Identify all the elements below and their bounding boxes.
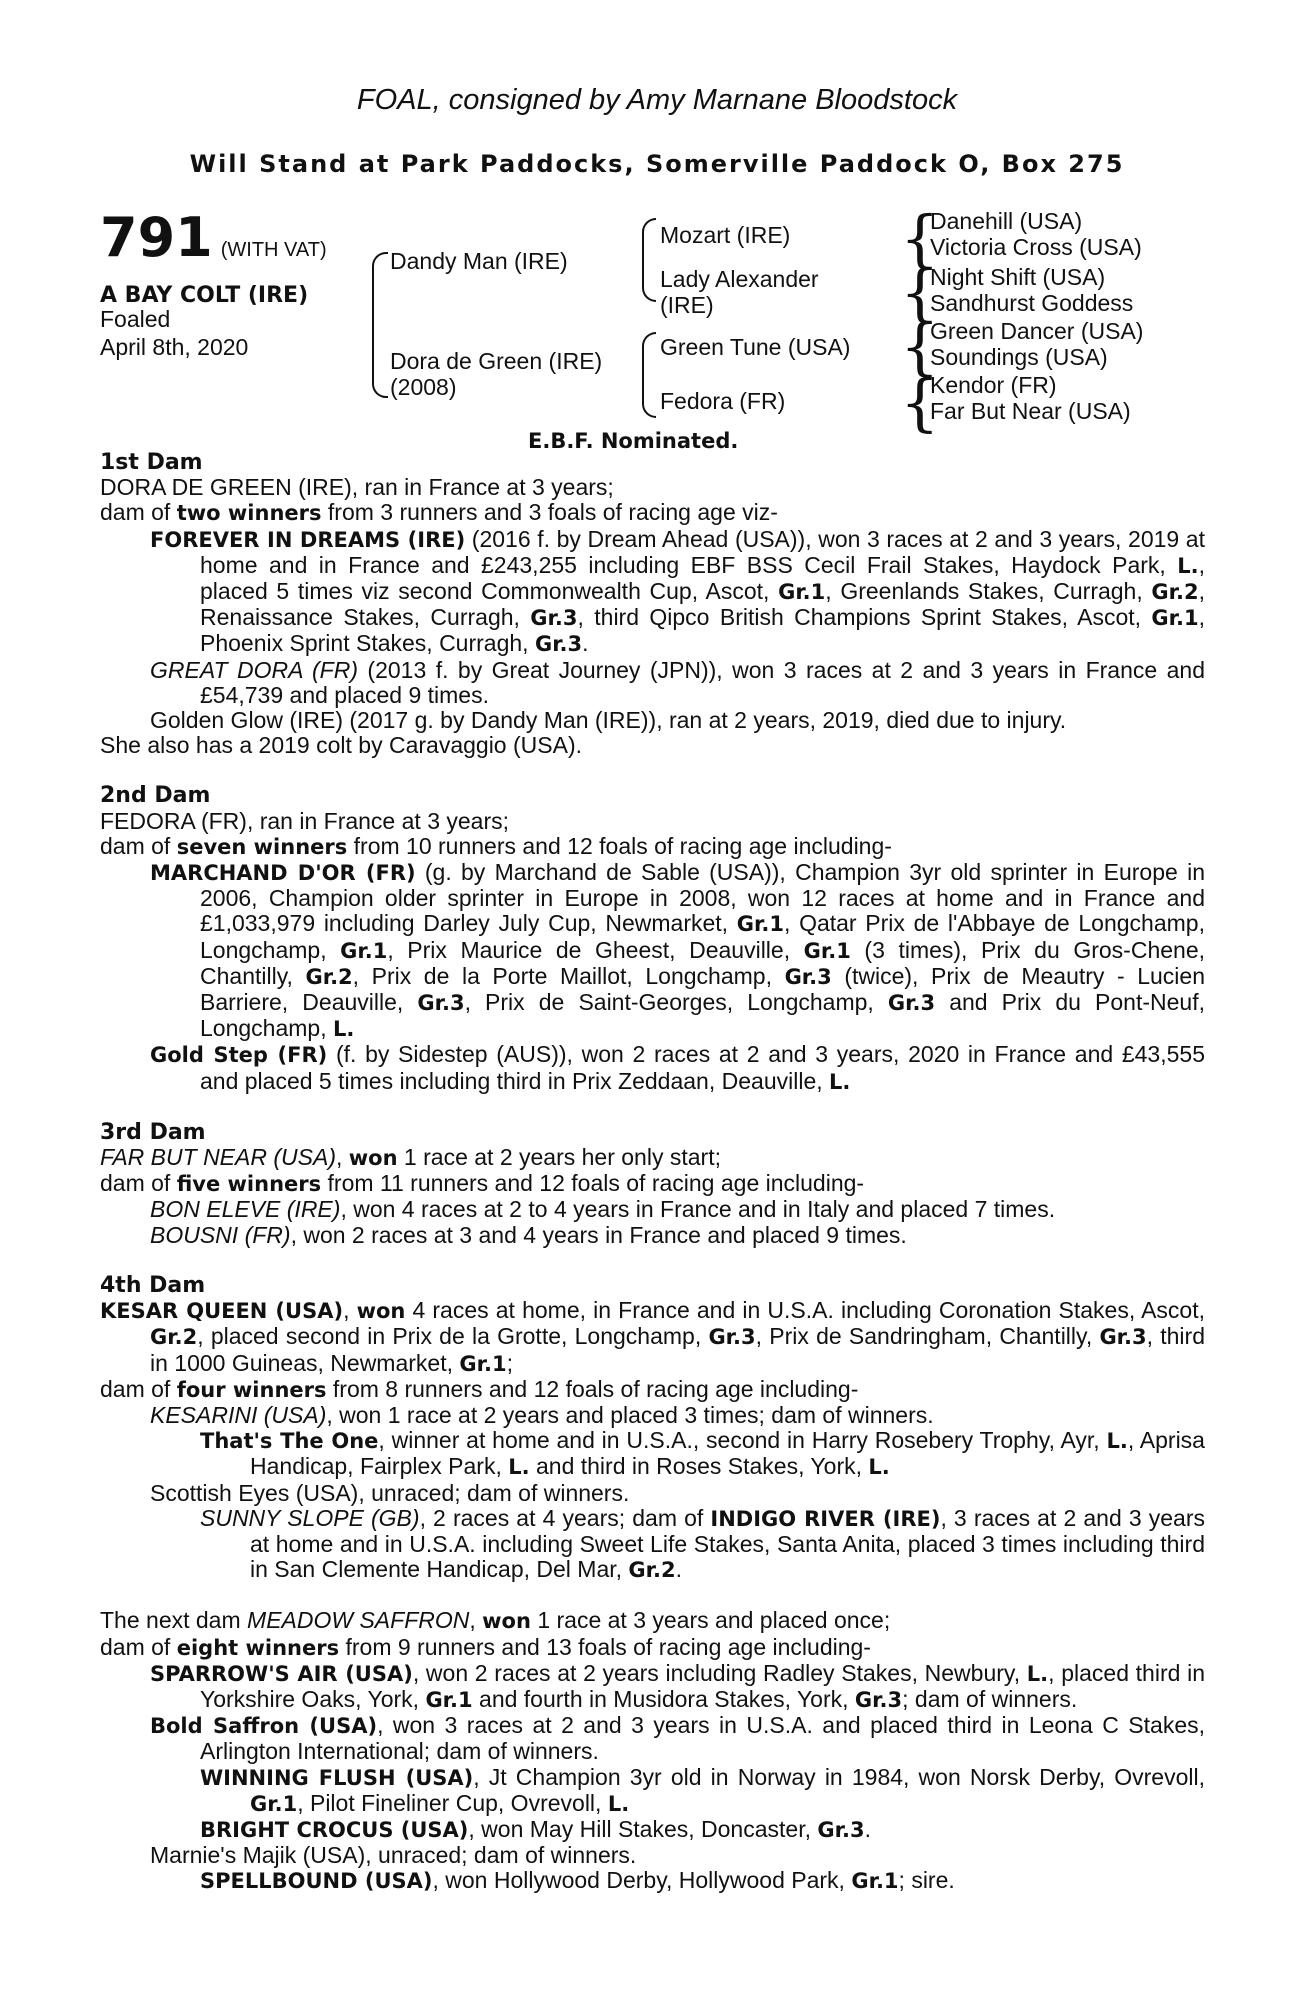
dam1-line: DORA DE GREEN (IRE), ran in France at 3 years; xyxy=(100,474,614,501)
foaled-date: April 8th, 2020 xyxy=(100,334,249,360)
pedigree-g1: Danehill (USA) xyxy=(930,208,1083,234)
section-title-4th-dam: 4th Dam xyxy=(100,1272,206,1298)
produce-bousni: BOUSNI (FR), won 2 races at 3 and 4 years in France and placed 9 times. xyxy=(150,1221,907,1248)
produce-marchand-dor: MARCHAND D'OR (FR) (g. by Marchand de Sable (USA)), Champion 3yr old sprinter in Europe in 2006, Champion older sprinter in Europe in 2008, won 12 races at home and in France and £1,033,979 including Darley July Cup, Newmarket, Gr.1, Qatar Prix de l'Abbaye de Longchamp, Longchamp, Gr.1, Prix Maurice de Gheest, Deauville, Gr.1 (3 times), Prix du Gros-Chene, Chantilly, Gr.2, Prix de la Porte Maillot, Longchamp, Gr.3 (twice), Prix de Meautry - Lucien Barriere, Deauville, Gr.3, Prix de Saint-Georges, Longchamp, Gr.3 and Prix du Pont-Neuf, Longchamp, L. xyxy=(150,859,1205,1042)
section-title-1st-dam: 1st Dam xyxy=(100,450,203,475)
pedigree-g2: Victoria Cross (USA) xyxy=(930,234,1142,260)
produce-winning-flush: WINNING FLUSH (USA), Jt Champion 3yr old in Norway in 1984, won Norsk Derby, Ovrevoll, Gr.1, Pilot Fineliner Cup, Ovrevoll, L. xyxy=(200,1763,1206,1816)
dam4-kesar-queen: KESAR QUEEN (USA), won 4 races at home, in France and in U.S.A. including Coronation Stakes, Ascot, Gr.2, placed second in Prix de la Grotte, Longchamp, Gr.3, Prix de Sandringham, Chantilly, Gr.3, third in 1000 Guineas, Newmarket, Gr.1; xyxy=(100,1297,1205,1376)
section-title-2nd-dam: 2nd Dam xyxy=(100,783,211,809)
pedigree-g8: Far But Near (USA) xyxy=(930,398,1131,424)
pedigree-g7: Kendor (FR) xyxy=(930,372,1057,398)
produce-sparrows-air: SPARROW'S AIR (USA), won 2 races at 2 years including Radley Stakes, Newbury, L., placed third in Yorkshire Oaks, York, Gr.1 and fourth in Musidora Stakes, York, Gr.3; dam of winners. xyxy=(150,1659,1205,1712)
pedigree-brace-1: { xyxy=(900,202,940,275)
pedigree-sire-sire: Mozart (IRE) xyxy=(660,222,791,248)
consignment-line: FOAL, consigned by Amy Marnane Bloodstock xyxy=(356,84,958,116)
produce-thats-the-one: That's The One, winner at home and in U.S.A., second in Harry Rosebery Trophy, Ayr, L., Aprisa Handicap, Fairplex Park, L. and third in Roses Stakes, York, L. xyxy=(200,1427,1205,1480)
produce-bon-eleve: BON ELEVE (IRE), won 4 races at 2 to 4 years in France and in Italy and placed 7 times. xyxy=(150,1196,1056,1223)
produce-great-dora: GREAT DORA (FR) (2013 f. by Great Journey (JPN)), won 3 races at 2 and 3 years in France and £54,739 and placed 9 times. xyxy=(150,656,1205,708)
dam3-line: FAR BUT NEAR (USA), won 1 race at 2 years her only start; xyxy=(100,1144,721,1171)
lot-description: A BAY COLT (IRE) xyxy=(100,283,309,308)
produce-spellbound: SPELLBOUND (USA), won Hollywood Derby, Hollywood Park, Gr.1; sire. xyxy=(200,1867,955,1894)
dam3-produce-summary: dam of five winners from 11 runners and 12 foals of racing age including- xyxy=(100,1170,865,1197)
produce-bright-crocus: BRIGHT CROCUS (USA), won May Hill Stakes, Doncaster, Gr.3. xyxy=(200,1815,871,1842)
pedigree-bracket-main xyxy=(372,252,388,398)
pedigree-g3: Night Shift (USA) xyxy=(930,264,1106,290)
pedigree-brace-2: { xyxy=(900,256,940,329)
pedigree-g4: Sandhurst Goddess xyxy=(930,290,1134,316)
pedigree-brace-4: { xyxy=(900,366,940,439)
lot-vat: (WITH VAT) xyxy=(220,239,327,261)
pedigree-dam-sire: Green Tune (USA) xyxy=(660,334,851,360)
produce-golden-glow: Golden Glow (IRE) (2017 g. by Dandy Man (IRE)), ran at 2 years, 2019, died due to injury. xyxy=(150,707,1067,734)
pedigree-sire-dam: Lady Alexander xyxy=(660,266,819,292)
dam4-produce-summary: dam of four winners from 8 runners and 12 foals of racing age including- xyxy=(100,1375,859,1402)
dam2-produce-summary: dam of seven winners from 10 runners and 12 foals of racing age including- xyxy=(100,832,892,859)
pedigree-sire: Dandy Man (IRE) xyxy=(390,248,568,274)
produce-forever-in-dreams: FOREVER IN DREAMS (IRE) (2016 f. by Dream Ahead (USA)), won 3 races at 2 and 3 years, 2019 at home and in France and £243,255 including EBF BSS Cecil Frail Stakes, Haydock Park, L., placed 5 times viz second Commonwealth Cup, Ascot, Gr.1, Greenlands Stakes, Curragh, Gr.2, Renaissance Stakes, Curragh, Gr.3, third Qipco British Champions Sprint Stakes, Ascot, Gr.1, Phoenix Sprint Stakes, Curragh, Gr.3. xyxy=(150,525,1205,657)
produce-marnies-majik: Marnie's Majik (USA), unraced; dam of winners. xyxy=(150,1842,637,1869)
pedigree-g6: Soundings (USA) xyxy=(930,344,1108,370)
pedigree-dam-name: Dora de Green (IRE) xyxy=(390,348,603,374)
pedigree-sire-dam-country: (IRE) xyxy=(660,292,714,318)
produce-kesarini: KESARINI (USA), won 1 race at 2 years and placed 3 times; dam of winners. xyxy=(150,1401,934,1428)
produce-scottish-eyes: Scottish Eyes (USA), unraced; dam of winners. xyxy=(150,1479,630,1506)
pedigree-bracket-sire xyxy=(642,218,656,302)
lot-number: 791 xyxy=(100,206,213,269)
foaled-label: Foaled xyxy=(100,306,171,332)
pedigree-g5: Green Dancer (USA) xyxy=(930,318,1144,344)
lot-number-block xyxy=(100,206,327,269)
pedigree-bracket-dam xyxy=(642,332,656,418)
next-dam-produce-summary: dam of eight winners from 9 runners and 13 foals of racing age including- xyxy=(100,1633,871,1660)
produce-gold-step: Gold Step (FR) (f. by Sidestep (AUS)), won 2 races at 2 and 3 years, 2020 in France and £43,555 and placed 5 times including third in Prix Zeddaan, Deauville, L. xyxy=(150,1041,1205,1094)
next-dam-line: The next dam MEADOW SAFFRON, won 1 race at 3 years and placed once; xyxy=(100,1607,891,1634)
section-title-3rd-dam: 3rd Dam xyxy=(100,1119,206,1145)
pedigree-brace-3: { xyxy=(900,310,940,383)
dam1-also-has: She also has a 2019 colt by Caravaggio (USA). xyxy=(100,732,582,759)
pedigree-dam-dam: Fedora (FR) xyxy=(660,388,786,414)
pedigree-dam-year: (2008) xyxy=(390,374,457,400)
dam1-produce-summary: dam of two winners from 3 runners and 3 foals of racing age viz- xyxy=(100,499,778,526)
stand-location: Will Stand at Park Paddocks, Somerville Paddock O, Box 275 xyxy=(189,150,1125,178)
catalogue-body xyxy=(100,450,1205,1895)
produce-bold-saffron: Bold Saffron (USA), won 3 races at 2 and 3 years in U.S.A. and placed third in Leona C Stakes, Arlington International; dam of winners. xyxy=(150,1712,1206,1765)
dam2-line: FEDORA (FR), ran in France at 3 years; xyxy=(100,807,510,834)
ebf-nomination: E.B.F. Nominated. xyxy=(528,429,739,453)
produce-sunny-slope: SUNNY SLOPE (GB), 2 races at 4 years; dam of INDIGO RIVER (IRE), 3 races at 2 and 3 years at home and in U.S.A. including Sweet Life Stakes, Santa Anita, placed 3 times including third in San Clemente Handicap, Del Mar, Gr.2. xyxy=(200,1504,1205,1583)
